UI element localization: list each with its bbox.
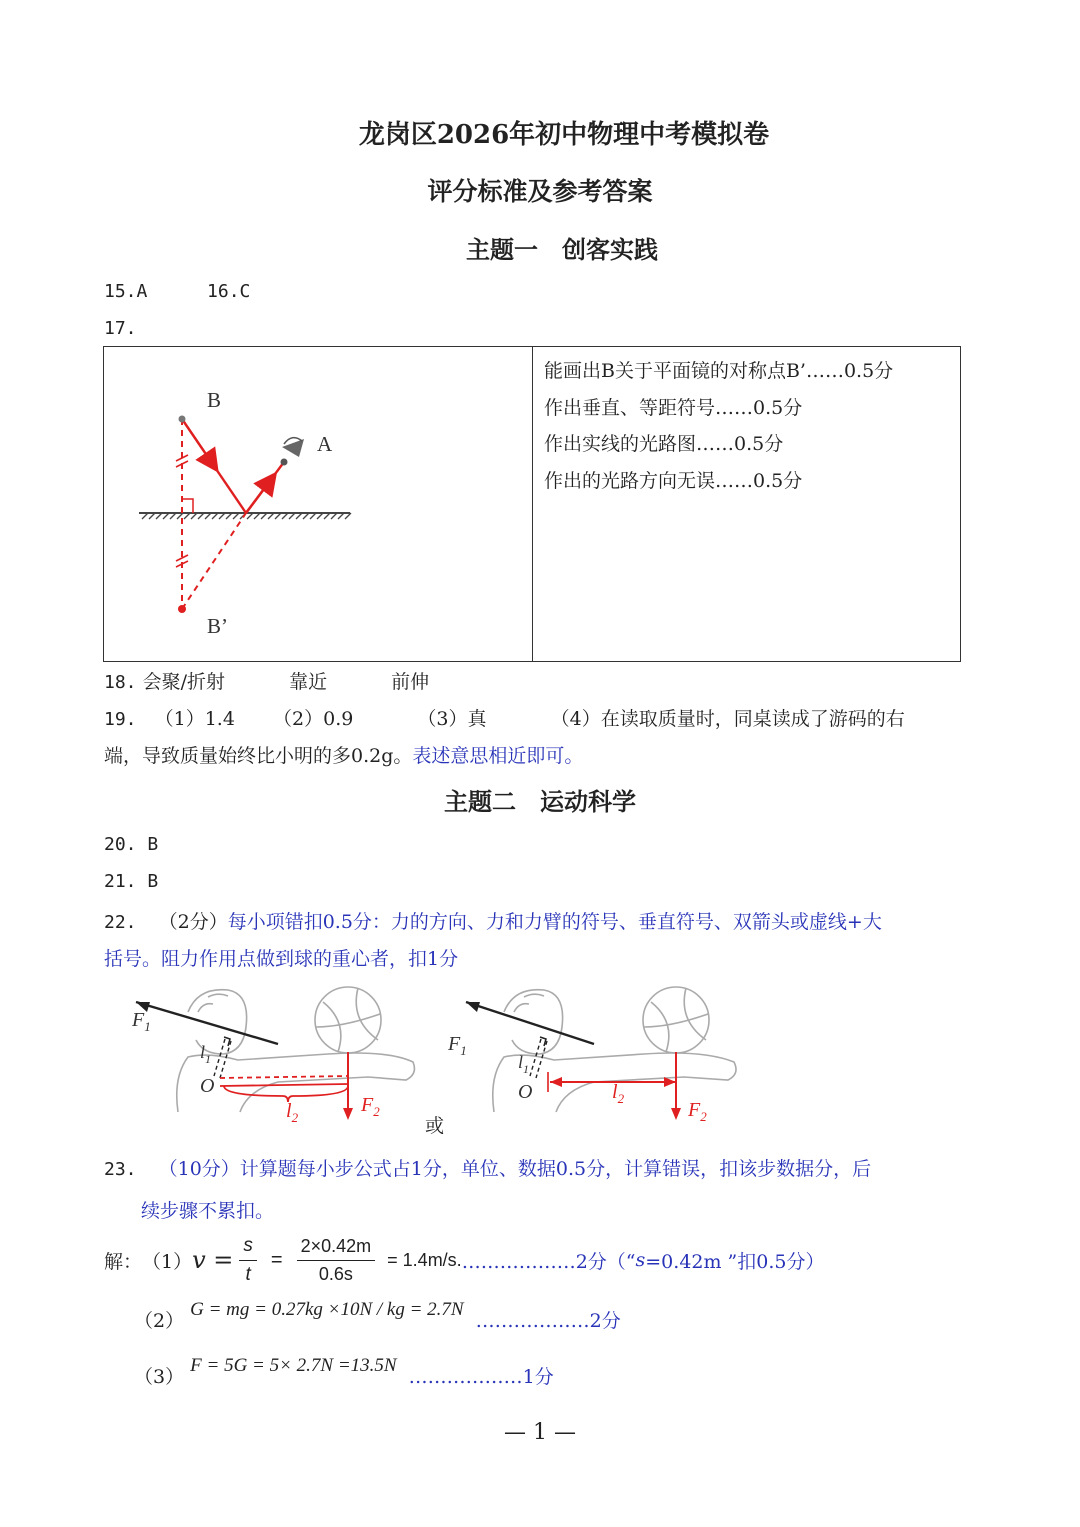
q19-part-4b: 端，导致质量始终比小明的多0.2g。 — [104, 745, 413, 767]
virtual-ray — [182, 513, 246, 609]
q17-criteria-cell — [533, 347, 961, 662]
svg-text:O: O — [200, 1075, 215, 1097]
svg-text:F1: $F_1$ — [132, 1009, 151, 1034]
q23-frac-values: $\frac{2\times 0.42m}{0.6s}$ — [297, 1236, 376, 1285]
q22-note-a: 每小项错扣0.5分：力的方向、力和力臂的符号、垂直符号、双箭头或虚线+大 — [227, 911, 882, 933]
label-a: A — [317, 432, 333, 456]
q23-step-3-label: （3） — [134, 1366, 185, 1388]
page-subtitle: 评分标准及参考答案 — [427, 177, 653, 206]
q23-step-1-label: （1） — [142, 1250, 193, 1273]
label-b-prime: B’ — [207, 614, 228, 638]
q19-note: 表述意思相近即可。 — [412, 745, 584, 767]
point-a — [281, 459, 288, 466]
q17-mirror-diagram — [104, 347, 532, 657]
q22-figure-2 — [444, 982, 754, 1122]
svg-text:F2: $F_2$ — [361, 1094, 380, 1119]
q23-jie: 解： — [104, 1250, 143, 1273]
svg-text:l2: $l_2$ — [612, 1081, 625, 1106]
theme2-heading: 主题二 运动科学 — [444, 787, 636, 816]
svg-text:l1: $l_1$ — [518, 1052, 530, 1076]
q23-step-3-score: ………………1分 — [408, 1366, 554, 1388]
q15-16-row — [104, 281, 250, 302]
q23-step-1: 解： （1） v = $\frac{s}{t}$ = $\frac{2\times 0.42m}{0.6s}$ = 1.4m/s. ………………2分（“ s =0.42m ”扣0.5分） — [104, 1234, 825, 1285]
svg-text:F1: $F_1$ — [448, 1033, 467, 1058]
q23-row — [104, 1154, 871, 1181]
q19-part-1: （1）1.4 — [154, 708, 235, 730]
q17-number: 17. — [104, 318, 137, 339]
theme1-heading: 主题一 创客实践 — [466, 235, 658, 264]
q16-answer: 16.C — [207, 281, 251, 302]
q19-part-2: （2）0.9 — [273, 708, 354, 730]
q22-or: 或 — [425, 1115, 445, 1137]
q19-part-4a: （4）在读取质量时，同桌读成了游码的右 — [550, 708, 905, 730]
q23-step-3 — [134, 1352, 554, 1388]
q18-answer-2: 靠近 — [289, 671, 328, 693]
q22-figure-1 — [128, 982, 428, 1122]
q18-answer-1: 会聚/折射 — [142, 671, 225, 693]
q21-answer: 21. B — [104, 871, 159, 892]
q22-number: 22. — [104, 912, 137, 933]
svg-text:F2: $F_2$ — [688, 1099, 707, 1122]
q23-step-2-score: ………………2分 — [475, 1310, 621, 1332]
q23-number: 23. — [104, 1159, 137, 1180]
q18-row — [104, 667, 429, 694]
eye-icon — [282, 438, 304, 457]
q23-note-b: 续步骤不累扣。 — [141, 1200, 275, 1222]
q17-table — [103, 346, 961, 662]
q19-part-3: （3）真 — [417, 708, 487, 730]
q17-criterion-2: 作出垂直、等距符号……0.5分 — [544, 396, 803, 419]
q23-note-a: （10分）计算题每小步公式占1分，单位、数据0.5分，计算错误，扣该步数据分，后 — [158, 1158, 872, 1180]
label-b: B — [207, 388, 222, 412]
q17-criterion-4: 作出的光路方向无误……0.5分 — [544, 469, 803, 492]
q23-step-1-result: = 1.4m/s. — [387, 1249, 462, 1270]
q15-answer: 15.A — [104, 281, 148, 302]
q23-step-2-formula: G = mg = 0.27kg ×10N / kg = 2.7N — [190, 1299, 464, 1320]
q17-criterion-1: 能画出B关于平面镜的对称点B’……0.5分 — [544, 360, 894, 382]
page-number: — 1 — — [504, 1420, 576, 1445]
q23-step-3-formula: F = 5G = 5× 2.7N =13.5N — [190, 1355, 397, 1376]
q19-row-2 — [104, 741, 583, 768]
q17-diagram-cell — [104, 347, 533, 662]
q22-note-b: 括号。阻力作用点做到球的重心者，扣1分 — [104, 948, 459, 970]
q20-answer: 20. B — [104, 834, 159, 855]
q23-v: v = — [192, 1246, 234, 1274]
q23-step-2 — [134, 1296, 621, 1332]
page-title: 龙岗区2026年初中物理中考模拟卷 — [358, 120, 770, 150]
q19-number: 19. — [104, 709, 137, 730]
q22-row — [104, 907, 882, 934]
q19-row — [104, 704, 905, 731]
point-b — [179, 416, 186, 423]
q18-answer-3: 前伸 — [391, 671, 430, 693]
svg-text:O: O — [518, 1081, 533, 1103]
q23-step-1-deduct: =0.42m ”扣0.5分） — [645, 1250, 825, 1273]
q23-step-1-score: ………………2分（“ — [461, 1250, 636, 1273]
q23-step-2-label: （2） — [134, 1310, 185, 1332]
q23-frac-s-t: $\frac{s}{t}$ — [239, 1235, 257, 1286]
q17-criterion-3: 作出实线的光路图……0.5分 — [544, 433, 784, 455]
svg-text:l2: $l_2$ — [286, 1100, 299, 1122]
point-b-prime — [178, 605, 186, 613]
q22-score: （2分） — [158, 911, 228, 933]
right-angle-mark — [182, 499, 193, 513]
q18-number: 18. — [104, 672, 137, 693]
svg-text:l1: $l_1$ — [200, 1042, 212, 1066]
